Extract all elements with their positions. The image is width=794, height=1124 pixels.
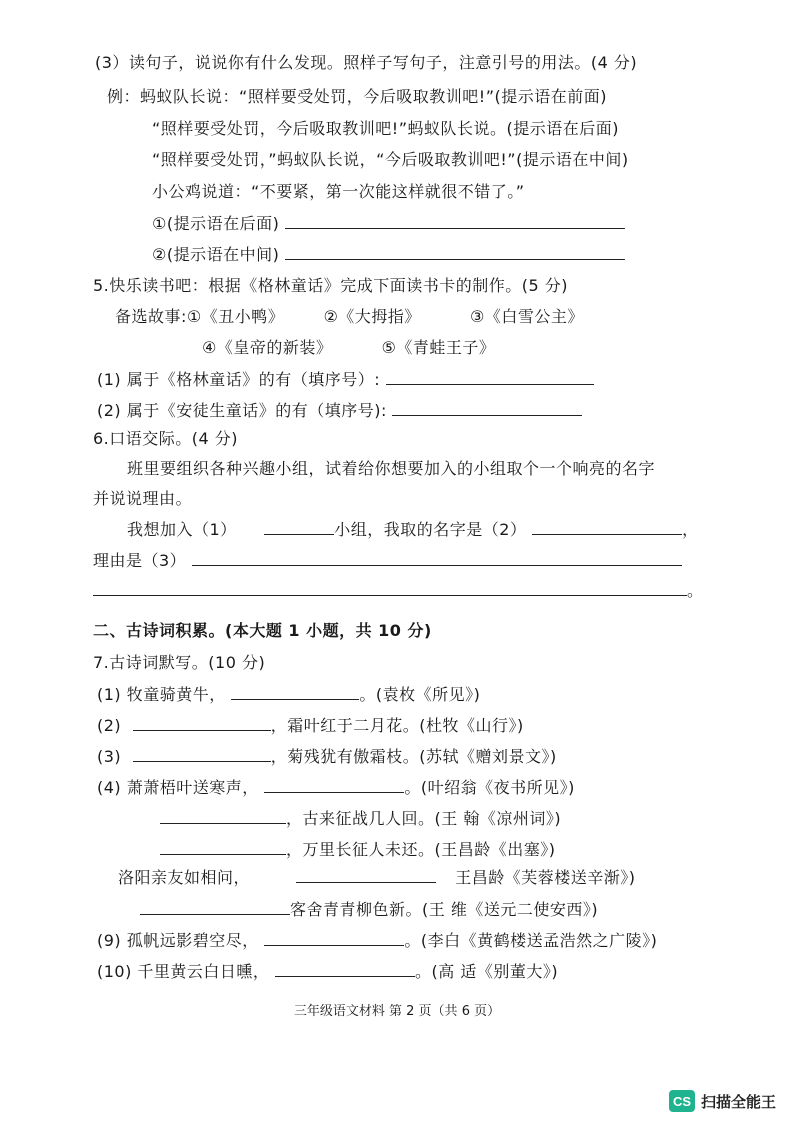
q6-fill-b: 小组，我取的名字是（2） (334, 520, 527, 539)
q7-header: 7.古诗词默写。(10 分) (93, 653, 266, 672)
option-5: ⑤《青蛙王子》 (381, 338, 496, 357)
example-line-1: 例：蚂蚁队长说：“照样要受处罚，今后吸取教训吧!”(提示语在前面) (107, 87, 607, 106)
answer-blank[interactable] (160, 838, 286, 855)
answer-blank[interactable] (264, 776, 404, 793)
q6-paragraph-1: 班里要组织各种兴趣小组，试着给你想要加入的小组取个一个响亮的名字 (127, 459, 656, 478)
poem-line-5 (160, 807, 561, 830)
q6-end-mark: 。 (687, 581, 704, 600)
poem-7-source: 王昌龄《芙蓉楼送辛渐》) (455, 868, 636, 887)
q6-fill-a: 我想加入（1） (127, 520, 237, 539)
poem-10-source: 。(高 适《别董大》) (415, 962, 559, 981)
answer-blank[interactable] (231, 683, 359, 700)
answer-blank[interactable] (264, 929, 404, 946)
options-label: 备选故事: (115, 307, 187, 326)
rewrite-item-2 (152, 243, 625, 266)
answer-blank[interactable] (285, 243, 625, 260)
poem-3-source: ，菊残犹有傲霜枝。(苏轼《赠刘景文》) (270, 747, 557, 766)
poem-line-2 (97, 714, 524, 737)
poem-7-prompt: 洛阳亲友如相问， (118, 868, 251, 887)
example-sentence: 小公鸡说道：“不要紧，第一次能这样就很不错了。” (152, 182, 525, 201)
q5-question-1-text: (1) 属于《格林童话》的有（填序号）: (97, 370, 381, 389)
poem-1-source: 。(袁枚《所见》) (359, 685, 481, 704)
poem-2-number: (2) (97, 716, 122, 735)
poem-8-source: 客舍青青柳色新。(王 维《送元二使安西》) (290, 900, 599, 919)
camscanner-logo-icon: CS (669, 1090, 695, 1112)
q6-fill-c: ， (682, 520, 699, 539)
poem-2-source: ，霜叶红于二月花。(杜牧《山行》) (270, 716, 524, 735)
rewrite-item-1 (152, 212, 625, 235)
q5-question-1 (97, 368, 594, 391)
q6-header: 6.口语交际。(4 分) (93, 429, 239, 448)
option-4: ④《皇帝的新装》 (202, 338, 333, 357)
option-2: ②《大拇指》 (323, 307, 421, 326)
poem-line-10 (97, 960, 558, 983)
example-line-3: “照样要受处罚，”蚂蚁队长说，“今后吸取教训吧!”(提示语在中间) (152, 150, 629, 169)
q5-options-row-2 (202, 337, 495, 359)
q6-reason-continuation (93, 579, 704, 602)
answer-blank[interactable] (275, 960, 415, 977)
poem-3-number: (3) (97, 747, 122, 766)
q5-question-2 (97, 399, 582, 422)
q4-3-header: (3）读句子，说说你有什么发现。照样子写句子，注意引号的用法。(4 分) (95, 53, 638, 72)
scanner-watermark (669, 1090, 776, 1112)
poem-line-9 (97, 929, 657, 952)
answer-blank[interactable] (160, 807, 286, 824)
answer-blank[interactable] (285, 212, 625, 229)
poem-9-prompt: (9) 孤帆远影碧空尽， (97, 931, 259, 950)
answer-blank[interactable] (392, 399, 582, 416)
poem-line-8 (140, 898, 598, 921)
option-1: ①《丑小鸭》 (186, 307, 285, 326)
page-footer: 三年级语文材料 第 2 页（共 6 页） (293, 1004, 501, 1019)
answer-blank[interactable] (264, 518, 334, 535)
answer-blank[interactable] (296, 866, 436, 883)
q6-fill-line (127, 518, 699, 541)
poem-line-4 (97, 776, 575, 799)
answer-blank[interactable] (133, 714, 271, 731)
answer-blank[interactable] (140, 898, 290, 915)
example-line-2: “照样要受处罚，今后吸取教训吧!”蚂蚁队长说。(提示语在后面) (152, 119, 619, 138)
answer-blank[interactable] (386, 368, 594, 385)
poem-line-1 (97, 683, 480, 706)
poem-10-prompt: (10) 千里黄云白日曛， (97, 962, 270, 981)
answer-blank[interactable] (192, 549, 682, 566)
answer-blank[interactable] (532, 518, 682, 535)
poem-line-6 (160, 838, 556, 861)
answer-blank[interactable] (93, 579, 687, 596)
poem-1-prompt: (1) 牧童骑黄牛， (97, 685, 226, 704)
answer-blank[interactable] (133, 745, 271, 762)
poem-line-3 (97, 745, 557, 768)
poem-5-source: ，古来征战几人回。(王 翰《凉州词》) (286, 809, 562, 828)
q5-header: 5.快乐读书吧：根据《格林童话》完成下面读书卡的制作。(5 分) (93, 276, 569, 295)
option-3: ③《白雪公主》 (470, 307, 584, 326)
poem-4-prompt: (4) 萧萧梧叶送寒声， (97, 778, 259, 797)
section-2-header: 二、古诗词积累。(本大题 1 小题，共 10 分) (93, 621, 432, 640)
scanner-app-name: 扫描全能王 (700, 1092, 776, 1111)
poem-9-source: 。(李白《黄鹤楼送孟浩然之广陵》) (404, 931, 658, 950)
q5-options-row-1 (115, 306, 584, 328)
rewrite-item-1-label: ①(提示语在后面) (152, 214, 280, 233)
q6-reason-line (93, 549, 682, 572)
q6-paragraph-2: 并说说理由。 (93, 489, 193, 508)
rewrite-item-2-label: ②(提示语在中间) (152, 245, 280, 264)
poem-line-7 (118, 866, 635, 889)
poem-6-source: ，万里长征人未还。(王昌龄《出塞》) (286, 840, 556, 859)
q6-reason-label: 理由是（3） (93, 551, 187, 570)
poem-4-source: 。(叶绍翁《夜书所见》) (404, 778, 575, 797)
q5-question-2-text: (2) 属于《安徒生童话》的有（填序号): (97, 401, 387, 420)
